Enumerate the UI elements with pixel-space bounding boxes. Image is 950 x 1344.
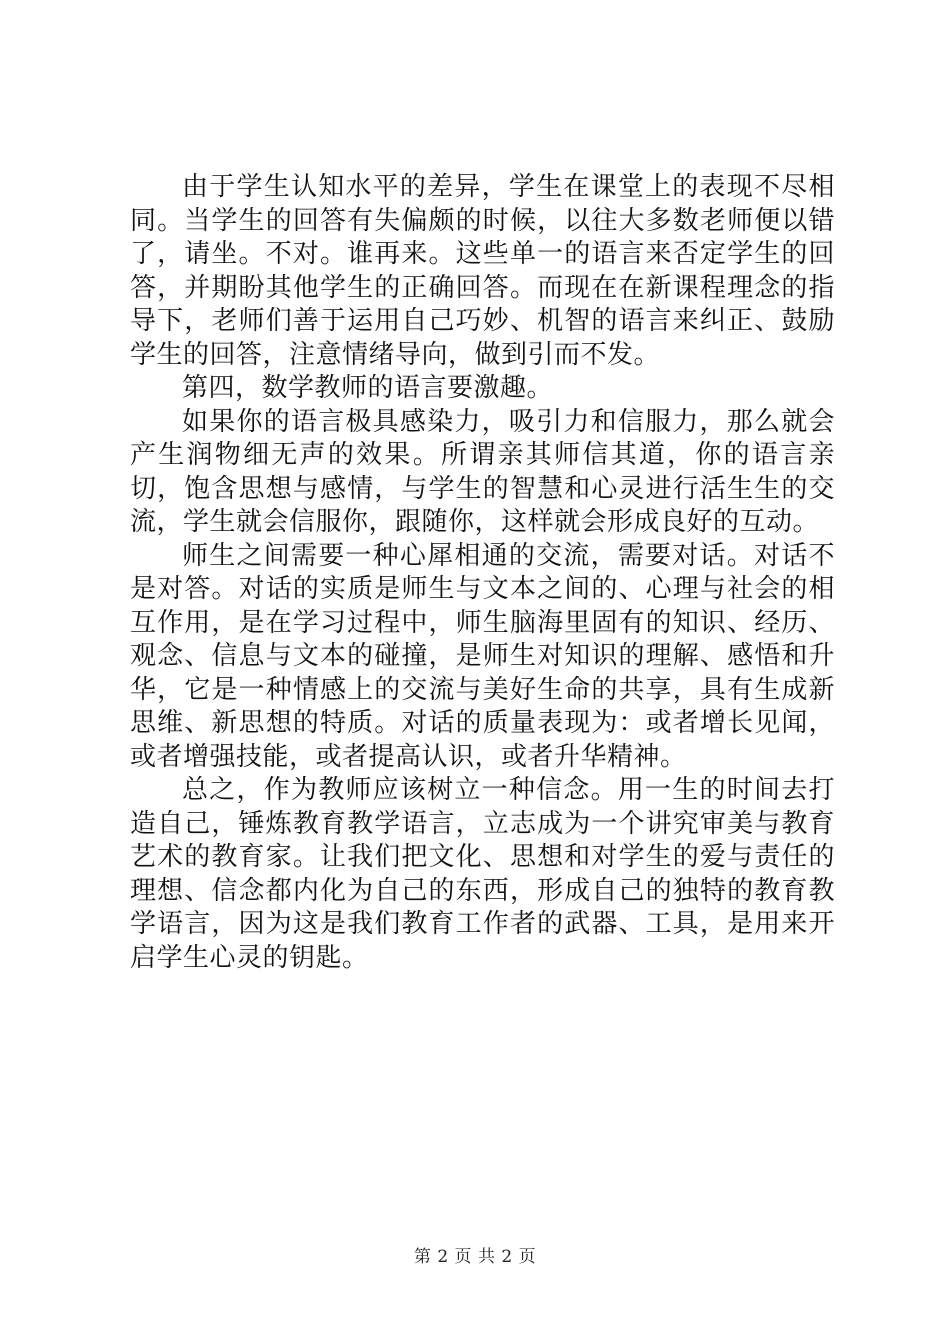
paragraph-learner-responses: 由于学生认知水平的差异，学生在课堂上的表现不尽相同。当学生的回答有失偏颇的时候，以往大多数老师便以错了，请坐。不对。谁再来。这些单一的语言来否定学生的回答，并期盼其他学生的正确回答。而现在在新课程理念的指导下，老师们善于运用自己巧妙、机智的语言来纠正、鼓励学生的回答，注意情绪导向，做到引而不发。 [130, 172, 835, 370]
paragraph-dialogue: 师生之间需要一种心犀相通的交流，需要对话。对话不是对答。对话的实质是师生与文本之间的、心理与社会的相互作用，是在学习过程中，师生脑海里固有的知识、经历、观念、信息与文本的碰撞，是师生对知识的理解、感悟和升华，它是一种情感上的交流与美好生命的共享，具有生成新思维、新思想的特质。对话的质量表现为：或者增长见闻，或者增强技能，或者提高认识，或者升华精神。 [130, 540, 835, 772]
paragraph-section-heading: 第四，数学教师的语言要激趣。 [182, 373, 554, 403]
document-body [130, 171, 835, 975]
paragraph-language-appeal: 如果你的语言极具感染力，吸引力和信服力，那么就会产生润物细无声的效果。所谓亲其师信其道，你的语言亲切，饱含思想与感情，与学生的智慧和心灵进行活生生的交流，学生就会信服你，跟随你，这样就会形成良好的互动。 [130, 406, 835, 537]
paragraph-conclusion: 总之，作为教师应该树立一种信念。用一生的时间去打造自己，锤炼教育教学语言，立志成为一个讲究审美与教育艺术的教育家。让我们把文化、思想和对学生的爱与责任的理想、信念都内化为自己的东西，形成自己的独特的教育教学语言，因为这是我们教育工作者的武器、工具，是用来开启学生心灵的钥匙。 [130, 775, 835, 973]
page-number-footer: 第 2 页 共 2 页 [413, 1247, 537, 1267]
